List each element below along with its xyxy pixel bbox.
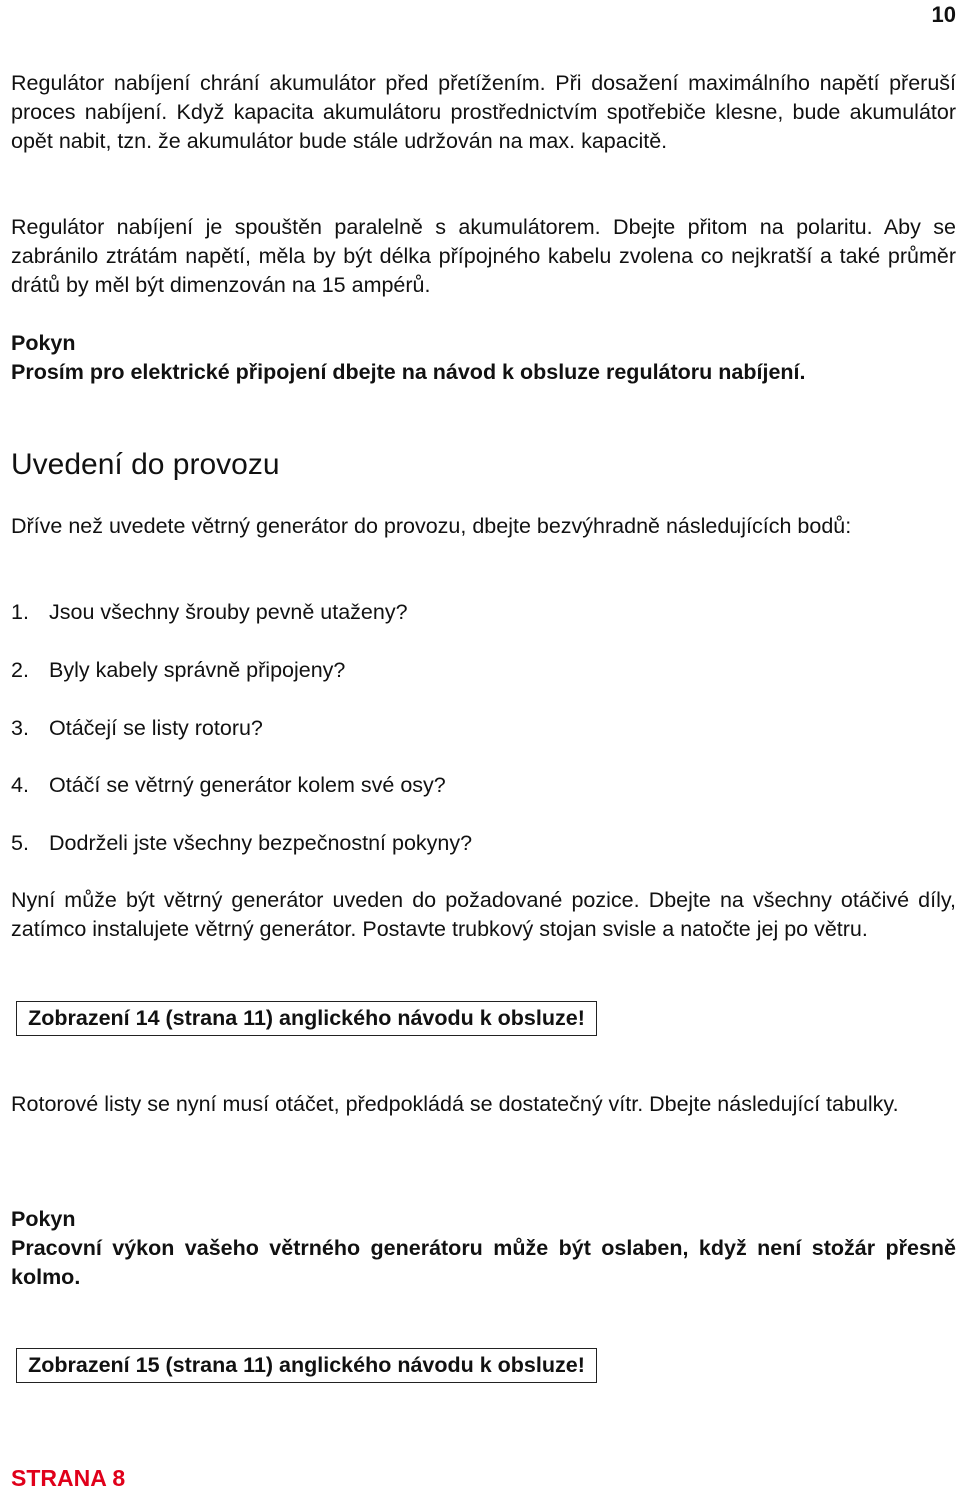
list-text: Jsou všechny šrouby pevně utaženy? [49,600,408,624]
section-heading: Uvedení do provozu [11,448,280,481]
paragraph-rotor-blades: Rotorové listy se nyní musí otáčet, předpokládá se dostatečný vítr. Dbejte následující tabulky. [11,1092,899,1116]
list-item [11,771,446,800]
list-number: 5. [11,831,29,855]
list-number: 1. [11,600,29,624]
footer-page-label: STRANA 8 [11,1465,126,1491]
note-mast [11,1205,956,1292]
note-electrical [11,329,956,387]
note-text: Pracovní výkon vašeho větrného generátoru může být oslaben, když není stožár přesně kolmo. [11,1236,956,1289]
list-text: Otáčí se větrný generátor kolem své osy? [49,773,446,797]
note-label: Pokyn [11,331,76,355]
list-number: 4. [11,773,29,797]
figure-reference-14: Zobrazení 14 (strana 11) anglického návodu k obsluze! [16,1001,597,1036]
list-item [11,598,408,627]
list-item [11,656,345,685]
note-text: Prosím pro elektrické připojení dbejte na návod k obsluze regulátoru nabíjení. [11,360,806,384]
paragraph-charge-regulator: Regulátor nabíjení chrání akumulátor před přetížením. Při dosažení maximálního napětí přeruší proces nabíjení. Když kapacita akumulátoru prostřednictvím spotřebiče klesne, bude akumulátor opět nabit, tzn. že akumulátor bude stále udržován na max. kapacitě. [11,71,956,153]
paragraph-intro: Dříve než uvedete větrný generátor do provozu, dbejte bezvýhradně následujících bodů: [11,514,852,538]
list-item [11,829,472,858]
list-text: Byly kabely správně připojeny? [49,658,346,682]
list-text: Dodrželi jste všechny bezpečnostní pokyny? [49,831,473,855]
figure-reference-15: Zobrazení 15 (strana 11) anglického návodu k obsluze! [16,1348,597,1383]
note-label: Pokyn [11,1207,76,1231]
list-number: 2. [11,658,29,682]
paragraph-regulator-connection: Regulátor nabíjení je spouštěn paralelně s akumulátorem. Dbejte přitom na polaritu. Aby se zabránilo ztrátám napětí, měla by být délka přípojného kabelu zvolena co nejkratší a také průměr drátů by měl být dimenzován na 15 ampérů. [11,215,956,297]
list-item [11,714,263,743]
list-text: Otáčejí se listy rotoru? [49,716,263,740]
paragraph-position-generator: Nyní může být větrný generátor uveden do požadované pozice. Dbejte na všechny otáčivé díly, zatímco instalujete větrný generátor. Postavte trubkový stojan svisle a natočte jej po větru. [11,888,956,941]
page-number: 10 [931,2,956,27]
list-number: 3. [11,716,29,740]
